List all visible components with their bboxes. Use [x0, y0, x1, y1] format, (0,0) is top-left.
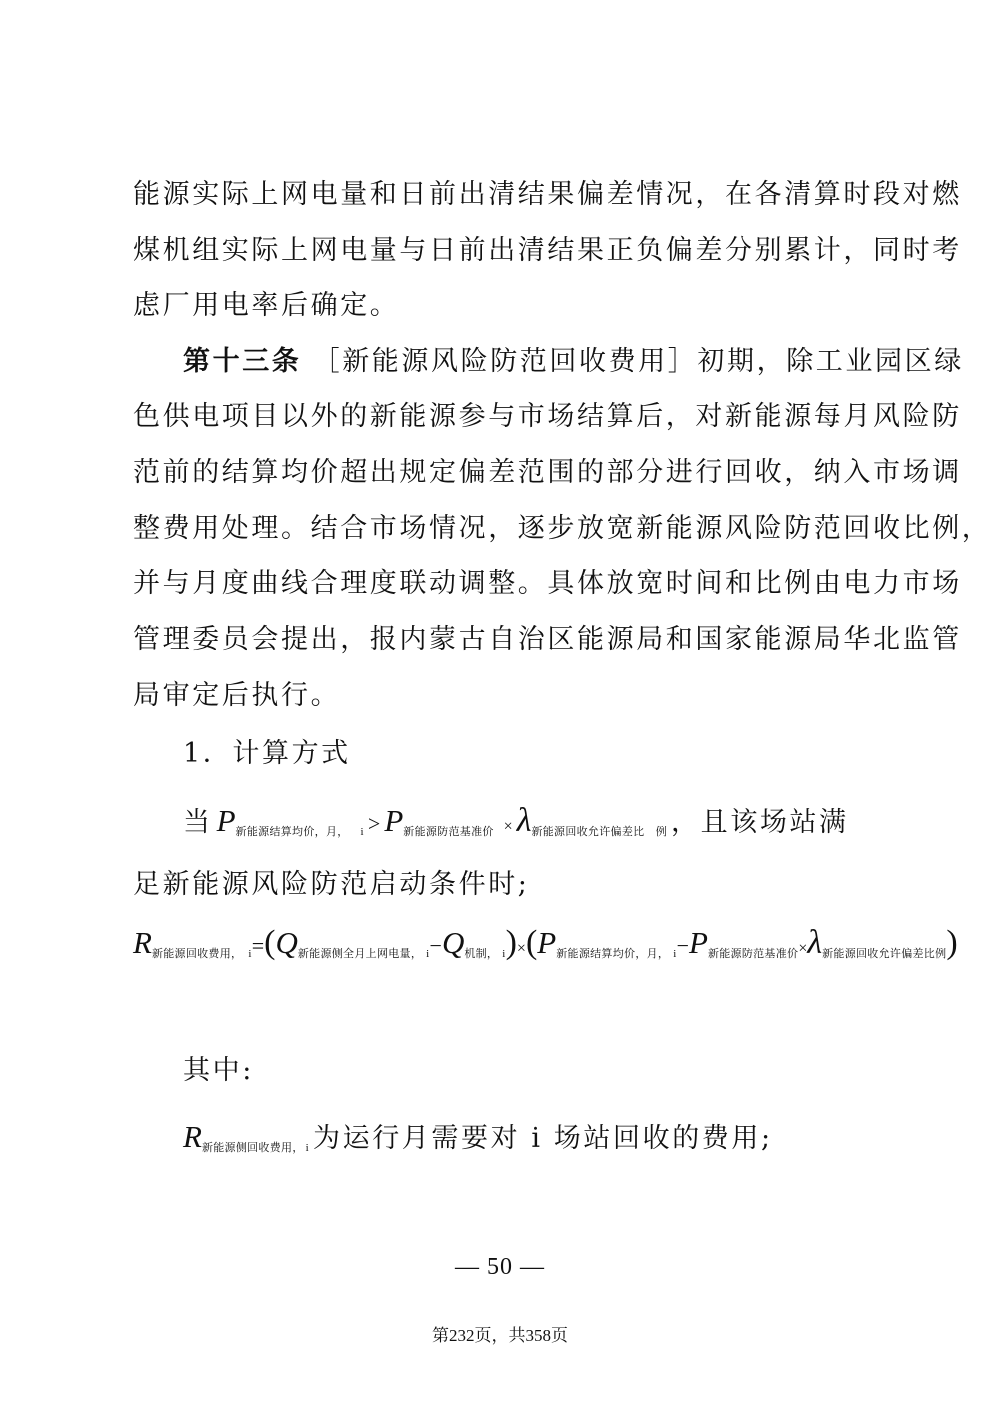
section-heading: 1．计算方式: [183, 738, 351, 769]
definition-line: [183, 1116, 773, 1155]
p-symbol: P: [537, 925, 557, 960]
page-number: — 50 —: [455, 1254, 545, 1280]
where-label: 其中:: [183, 1055, 254, 1086]
q2-i-subscript: i: [502, 948, 506, 960]
p-i-subscript: i: [673, 948, 677, 960]
q-subscript: 新能源侧全月上网电量，: [297, 948, 423, 960]
article-first-line-rest: ［新能源风险防范回收费用］初期，除工业园区绿: [312, 346, 964, 377]
q2-symbol: Q: [441, 925, 465, 960]
p2-symbol: P: [689, 925, 708, 960]
p2-symbol: P: [384, 803, 404, 838]
q2-subscript: 机制，: [464, 948, 499, 960]
article-line-3: 范前的结算均价超出规定偏差范围的部分进行回收，纳入市场调: [133, 457, 962, 488]
p2-subscript: 新能源防范基准价: [707, 948, 799, 960]
r-symbol: R: [133, 925, 152, 960]
p2-subscript: 新能源防范基准价: [403, 826, 494, 838]
p-subscript: 新能源结算均价，月，: [556, 948, 670, 960]
r-i-subscript: i: [305, 1142, 309, 1154]
left-paren-2: (: [525, 924, 538, 961]
times-sign: ×: [503, 818, 513, 835]
body-line-2: 煤机组实际上网电量与日前出清结果正负偏差分别累计，同时考: [133, 235, 962, 266]
body-line-1: 能源实际上网电量和日前出清结果偏差情况，在各清算时段对燃: [133, 179, 962, 210]
definition-text: 为运行月需要对 i 场站回收的费用;: [313, 1123, 773, 1154]
article-heading: 第十三条: [183, 346, 302, 377]
article-line-7: 局审定后执行。: [133, 680, 341, 711]
condition-prefix: 当: [183, 807, 213, 838]
p-symbol: P: [216, 803, 236, 838]
r-symbol: R: [183, 1119, 202, 1154]
q-i-subscript: i: [426, 948, 430, 960]
times-sign-2: ×: [798, 940, 808, 957]
lambda-symbol: λ: [807, 924, 823, 961]
greater-than: >: [367, 811, 381, 836]
equals-sign: =: [251, 933, 265, 958]
article-13-first-line: [183, 344, 964, 380]
article-line-5: 并与月度曲线合理度联动调整。具体放宽时间和比例由电力市场: [133, 568, 962, 599]
body-line-3: 虑厂用电率后确定。: [133, 290, 400, 321]
page-footer: 第232页，共358页: [432, 1326, 568, 1345]
formula-line: [133, 924, 958, 962]
condition-line: [183, 800, 849, 840]
condition-suffix: ，且该场站满: [671, 807, 849, 838]
right-paren-2: ): [946, 924, 958, 961]
minus-sign-2: −: [676, 933, 689, 958]
left-paren-1: (: [264, 924, 276, 961]
condition-next-line: 足新能源风险防范启动条件时;: [133, 869, 530, 900]
p-subscript: 新能源结算均价，月，: [235, 826, 349, 838]
lambda-subscript: 新能源回收允许偏差比例: [822, 948, 947, 960]
lambda-subscript: 新能源回收允许偏差比 例: [531, 826, 668, 838]
q-symbol: Q: [275, 925, 298, 960]
right-paren-1: ): [505, 924, 517, 961]
article-line-2: 色供电项目以外的新能源参与市场结算后，对新能源每月风险防: [133, 401, 962, 432]
lambda-symbol: λ: [516, 802, 532, 839]
r-subscript: 新能源侧回收费用，: [201, 1142, 304, 1154]
article-line-4: 整费用处理。结合市场情况，逐步放宽新能源风险防范回收比例，: [133, 513, 992, 544]
i-subscript: i: [360, 826, 364, 838]
minus-sign-1: −: [429, 933, 442, 958]
r-subscript: 新能源回收费用，: [151, 948, 243, 960]
r-i-subscript: i: [248, 948, 252, 960]
article-line-6: 管理委员会提出，报内蒙古自治区能源局和国家能源局华北监管: [133, 624, 962, 655]
times-sign-1: ×: [516, 940, 526, 957]
